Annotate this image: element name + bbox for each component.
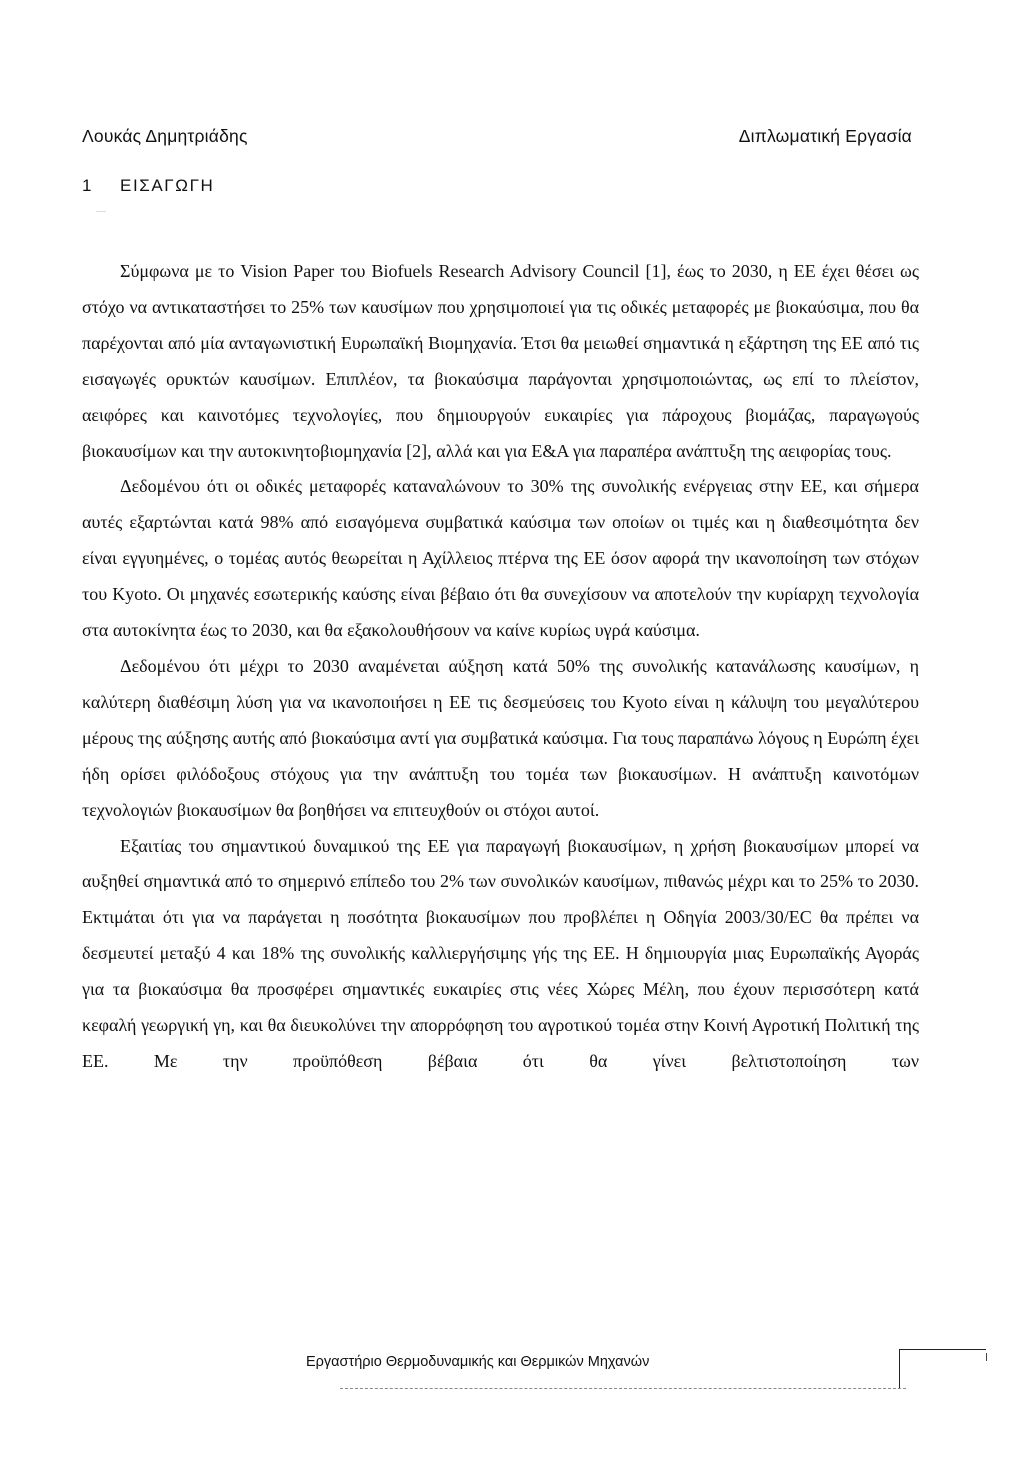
- paragraph-2: Δεδομένου ότι οι οδικές μεταφορές καταναλώνουν το 30% της συνολικής ενέργειας στην ΕΕ, και σήμερα αυτές εξαρτώνται κατά 98% από εισαγόμενα συμβατικά καύσιμα των οποίων οι τιμές και η διαθεσιμότητα δεν είναι εγγυημένες, ο τομέας αυτός θεωρείται η Αχίλλειος πτέρνα της ΕΕ όσον αφορά την ικανοποίηση των στόχων του Kyoto. Οι μηχανές εσωτερικής καύσης είναι βέβαιο ότι θα συνεχίσουν να αποτελούν την κυρίαρχη τεχνολογία στα αυτοκίνητα έως το 2030, και θα εξακολουθήσουν να καίνε κυρίως υγρά καύσιμα.: [82, 476, 919, 641]
- header-author: Λουκάς Δημητριάδης: [82, 126, 248, 146]
- section-title: ΕΙΣΑΓΩΓΗ: [120, 176, 215, 195]
- footer-rule: [340, 1388, 906, 1389]
- paragraph-1: Σύμφωνα με το Vision Paper του Biofuels Research Advisory Council [1], έως το 2030, η ΕΕ έχει θέσει ως στόχο να αντικαταστήσει το 25% των καυσίμων που χρησιμοποιεί για τις οδικές μεταφορές με βιοκαύσιμα, που θα παρέχονται από μία ανταγωνιστική Ευρωπαϊκή Βιομηχανία. Έτσι θα μειωθεί σημαντικά η εξάρτηση της ΕΕ από τις εισαγωγές ορυκτών καυσίμων. Επιπλέον, τα βιοκαύσιμα παράγονται χρησιμοποιώντας, ως επί το πλείστον, αειφόρες και καινοτόμες τεχνολογίες, που δημιουργούν ευκαιρίες για πάροχους βιομάζας, παραγωγούς βιοκαυσίμων και την αυτοκινητοβιομηχανία [2], αλλά και για Ε&Α για παραπέρα ανάπτυξη της αειφορίας τους.: [82, 261, 919, 461]
- footer-lab-name: Εργαστήριο Θερμοδυναμικής και Θερμικών Μηχανών: [306, 1354, 650, 1370]
- footer-page-box: [899, 1349, 986, 1388]
- body-text: [82, 254, 919, 1080]
- header-doc-type: Διπλωματική Εργασία: [738, 126, 912, 146]
- section-heading: [82, 176, 214, 196]
- footer-tick-mark: [986, 1353, 987, 1361]
- paragraph-4: Εξαιτίας του σημαντικού δυναμικού της ΕΕ για παραγωγή βιοκαυσίμων, η χρήση βιοκαυσίμων μπορεί να αυξηθεί σημαντικά από το σημερινό επίπεδο του 2% των συνολικών καυσίμων, πιθανώς μέχρι και το 25% το 2030. Εκτιμάται ότι για να παράγεται η ποσότητα βιοκαυσίμων που προβλέπει η Οδηγία 2003/30/EC θα πρέπει να δεσμευτεί μεταξύ 4 και 18% της συνολικής καλλιεργήσιμης γής της ΕΕ. Η δημιουργία μιας Ευρωπαϊκής Αγοράς για τα βιοκαύσιμα θα προσφέρει σημαντικές ευκαιρίες στις νέες Χώρες Μέλη, που έχουν περισσότερη κατά κεφαλή γεωργική γη, και θα διευκολύνει την απορρόφηση του αγροτικού τομέα στην Κοινή Αγροτική Πολιτική της ΕΕ. Με την προϋπόθεση βέβαια ότι θα γίνει βελτιστοποίηση των: [82, 835, 919, 1071]
- section-number: 1: [82, 176, 94, 195]
- heading-underline-mark: [96, 211, 106, 212]
- paragraph-3: Δεδομένου ότι μέχρι το 2030 αναμένεται αύξηση κατά 50% της συνολικής κατανάλωσης καυσίμων, η καλύτερη διαθέσιμη λύση για να ικανοποιήσει η ΕΕ τις δεσμεύσεις του Kyoto είναι η κάλυψη του μεγαλύτερου μέρους της αύξησης αυτής από βιοκαύσιμα αντί για συμβατικά καύσιμα. Για τους παραπάνω λόγους η Ευρώπη έχει ήδη ορίσει φιλόδοξους στόχους για την ανάπτυξη του τομέα των βιοκαυσίμων. Η ανάπτυξη καινοτόμων τεχνολογιών βιοκαυσίμων θα βοηθήσει να επιτευχθούν οι στόχοι αυτοί.: [82, 655, 919, 820]
